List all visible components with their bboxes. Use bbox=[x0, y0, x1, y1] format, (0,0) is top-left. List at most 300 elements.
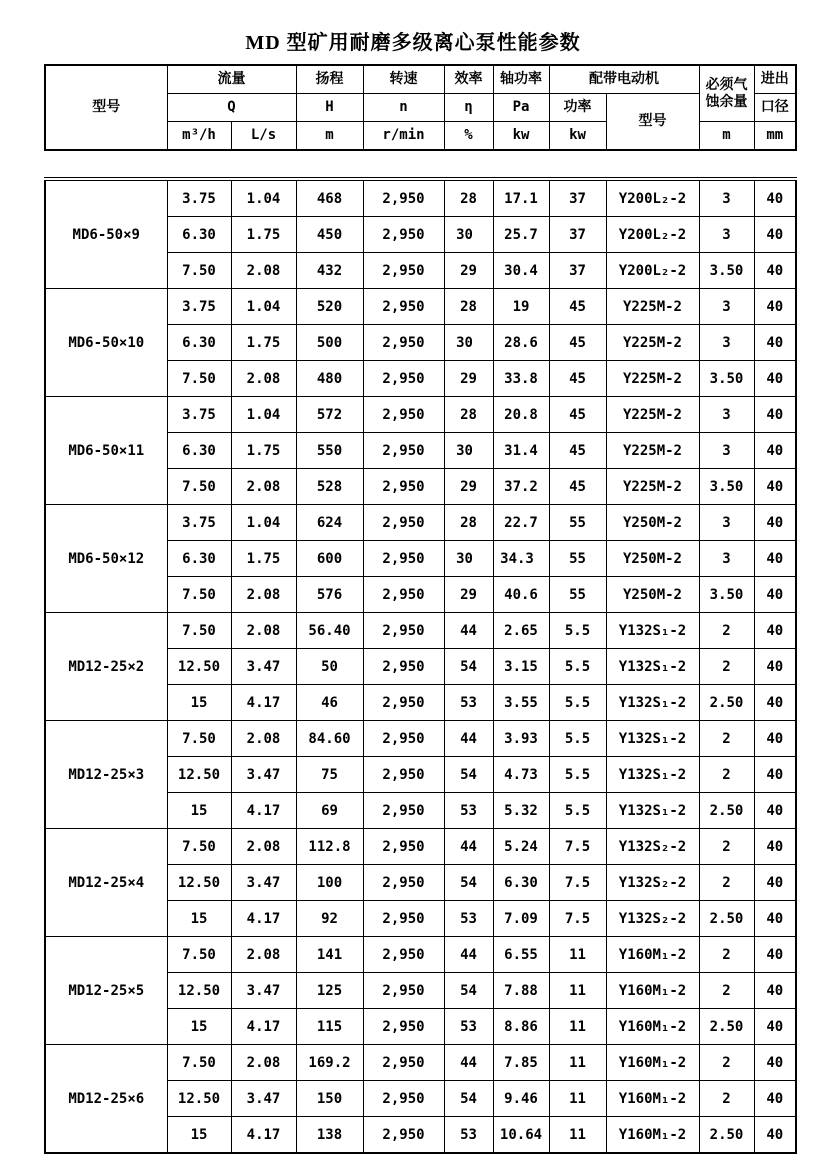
table-cell: 500 bbox=[296, 325, 363, 361]
table-cell: Y160M₁-2 bbox=[606, 1117, 699, 1154]
table-cell: 480 bbox=[296, 361, 363, 397]
table-cell: 169.2 bbox=[296, 1045, 363, 1081]
table-cell: 2,950 bbox=[363, 1009, 444, 1045]
table-cell: 3 bbox=[699, 325, 754, 361]
table-cell: 2,950 bbox=[363, 685, 444, 721]
table-cell: 29 bbox=[444, 577, 493, 613]
table-cell: 2 bbox=[699, 721, 754, 757]
table-cell: 11 bbox=[549, 973, 606, 1009]
header-model: 型号 bbox=[45, 65, 167, 150]
table-cell: 2,950 bbox=[363, 577, 444, 613]
header-npsh-line1: 必须气 bbox=[705, 77, 748, 94]
table-cell: 2,950 bbox=[363, 397, 444, 433]
table-cell: 33.8 bbox=[493, 361, 549, 397]
table-cell: 2,950 bbox=[363, 541, 444, 577]
table-cell: 528 bbox=[296, 469, 363, 505]
table-cell: 7.50 bbox=[167, 253, 231, 289]
table-cell: 6.30 bbox=[167, 541, 231, 577]
table-cell: 2 bbox=[699, 649, 754, 685]
header-speed: 转速 bbox=[363, 65, 444, 94]
table-cell: 10.64 bbox=[493, 1117, 549, 1154]
table-cell: Y132S₁-2 bbox=[606, 649, 699, 685]
table-cell: 55 bbox=[549, 541, 606, 577]
table-cell: 2,950 bbox=[363, 649, 444, 685]
table-cell: 3.50 bbox=[699, 253, 754, 289]
page-title: MD 型矿用耐磨多级离心泵性能参数 bbox=[245, 32, 581, 54]
table-cell: 45 bbox=[549, 325, 606, 361]
table-row bbox=[45, 721, 796, 757]
table-cell: 3.50 bbox=[699, 577, 754, 613]
table-cell: 40 bbox=[754, 433, 796, 469]
table-cell: 40 bbox=[754, 1009, 796, 1045]
table-cell: 28.6 bbox=[493, 325, 549, 361]
table-cell: 5.5 bbox=[549, 721, 606, 757]
table-cell: 4.17 bbox=[231, 901, 296, 937]
table-cell: Y160M₁-2 bbox=[606, 937, 699, 973]
header-unit-ls: L/s bbox=[231, 122, 296, 151]
table-cell: 3.75 bbox=[167, 505, 231, 541]
table-cell: 1.75 bbox=[231, 325, 296, 361]
table-cell: 40 bbox=[754, 577, 796, 613]
table-cell: 3.55 bbox=[493, 685, 549, 721]
header-npsh-line2: 蚀余量 bbox=[705, 93, 748, 110]
pump-model-cell: MD12-25×5 bbox=[45, 937, 167, 1045]
table-cell: 2,950 bbox=[363, 901, 444, 937]
table-cell: 450 bbox=[296, 217, 363, 253]
data-table bbox=[44, 177, 797, 1154]
header-unit-mm: mm bbox=[754, 122, 796, 151]
table-cell: 40 bbox=[754, 937, 796, 973]
table-cell: 2,950 bbox=[363, 289, 444, 325]
table-cell: 2,950 bbox=[363, 433, 444, 469]
table-cell: 45 bbox=[549, 469, 606, 505]
table-cell: Y160M₁-2 bbox=[606, 973, 699, 1009]
table-cell: 7.09 bbox=[493, 901, 549, 937]
table-cell: 7.50 bbox=[167, 937, 231, 973]
table-cell: 115 bbox=[296, 1009, 363, 1045]
pump-model-cell: MD6-50×11 bbox=[45, 397, 167, 505]
table-cell: 11 bbox=[549, 1009, 606, 1045]
table-cell: 40 bbox=[754, 541, 796, 577]
table-cell: 7.5 bbox=[549, 901, 606, 937]
table-cell: 53 bbox=[444, 685, 493, 721]
table-cell: 2,950 bbox=[363, 325, 444, 361]
table-cell: 520 bbox=[296, 289, 363, 325]
table-cell: 138 bbox=[296, 1117, 363, 1154]
header-head: 扬程 bbox=[296, 65, 363, 94]
table-cell: 125 bbox=[296, 973, 363, 1009]
table-cell: 40 bbox=[754, 973, 796, 1009]
header-npsh bbox=[699, 65, 754, 122]
table-cell: 1.04 bbox=[231, 179, 296, 217]
table-cell: 3.93 bbox=[493, 721, 549, 757]
header-motor: 配带电动机 bbox=[549, 65, 699, 94]
header-port-line2: 口径 bbox=[754, 94, 796, 122]
table-cell: 40.6 bbox=[493, 577, 549, 613]
table-cell: 45 bbox=[549, 289, 606, 325]
table-cell: 3.75 bbox=[167, 397, 231, 433]
table-cell: 40 bbox=[754, 757, 796, 793]
table-cell: 2,950 bbox=[363, 613, 444, 649]
table-cell: 15 bbox=[167, 1009, 231, 1045]
table-cell: 11 bbox=[549, 1117, 606, 1154]
table-cell: 5.5 bbox=[549, 685, 606, 721]
table-cell: Y160M₁-2 bbox=[606, 1009, 699, 1045]
table-cell: 7.50 bbox=[167, 1045, 231, 1081]
table-cell: 45 bbox=[549, 361, 606, 397]
table-cell: 3.47 bbox=[231, 757, 296, 793]
table-cell: 5.32 bbox=[493, 793, 549, 829]
table-cell: 3 bbox=[699, 433, 754, 469]
header-shaft-power-symbol: Pa bbox=[493, 94, 549, 122]
table-cell: 2.08 bbox=[231, 577, 296, 613]
table-cell: 54 bbox=[444, 865, 493, 901]
pump-model-cell: MD12-25×3 bbox=[45, 721, 167, 829]
table-cell: 2,950 bbox=[363, 505, 444, 541]
table-cell: 53 bbox=[444, 793, 493, 829]
table-cell: 2 bbox=[699, 865, 754, 901]
table-cell: 600 bbox=[296, 541, 363, 577]
table-cell: 40 bbox=[754, 1045, 796, 1081]
table-cell: 3.47 bbox=[231, 1081, 296, 1117]
table-cell: Y200L₂-2 bbox=[606, 217, 699, 253]
table-cell: 3 bbox=[699, 505, 754, 541]
table-cell: 40 bbox=[754, 179, 796, 217]
table-cell: 1.04 bbox=[231, 505, 296, 541]
table-cell: 30 bbox=[444, 217, 493, 253]
table-cell: 2,950 bbox=[363, 469, 444, 505]
header-shaft-power: 轴功率 bbox=[493, 65, 549, 94]
table-cell: 2,950 bbox=[363, 217, 444, 253]
table-cell: 40 bbox=[754, 361, 796, 397]
table-cell: 15 bbox=[167, 685, 231, 721]
table-cell: 3.47 bbox=[231, 865, 296, 901]
table-cell: 3.50 bbox=[699, 361, 754, 397]
table-cell: 100 bbox=[296, 865, 363, 901]
table-cell: 37 bbox=[549, 217, 606, 253]
header-unit-kw-shaft: kw bbox=[493, 122, 549, 151]
table-cell: 6.30 bbox=[167, 433, 231, 469]
table-cell: Y132S₁-2 bbox=[606, 757, 699, 793]
table-cell: 45 bbox=[549, 433, 606, 469]
table-cell: 7.5 bbox=[549, 829, 606, 865]
table-cell: 2,950 bbox=[363, 829, 444, 865]
table-cell: 3.50 bbox=[699, 469, 754, 505]
table-cell: 12.50 bbox=[167, 757, 231, 793]
pump-model-cell: MD6-50×10 bbox=[45, 289, 167, 397]
table-cell: 4.17 bbox=[231, 685, 296, 721]
table-cell: 46 bbox=[296, 685, 363, 721]
table-cell: Y225M-2 bbox=[606, 397, 699, 433]
table-cell: 40 bbox=[754, 289, 796, 325]
table-cell: 40 bbox=[754, 721, 796, 757]
table-cell: 28 bbox=[444, 397, 493, 433]
table-cell: 30.4 bbox=[493, 253, 549, 289]
table-cell: 624 bbox=[296, 505, 363, 541]
header-unit-kw-motor: kw bbox=[549, 122, 606, 151]
table-cell: 3 bbox=[699, 541, 754, 577]
table-cell: 92 bbox=[296, 901, 363, 937]
header-row-1 bbox=[45, 65, 796, 94]
table-cell: 30 bbox=[444, 433, 493, 469]
table-cell: 30 bbox=[444, 541, 493, 577]
table-cell: 2,950 bbox=[363, 1045, 444, 1081]
table-cell: Y225M-2 bbox=[606, 361, 699, 397]
table-cell: 37.2 bbox=[493, 469, 549, 505]
pump-model-cell: MD12-25×2 bbox=[45, 613, 167, 721]
table-cell: 40 bbox=[754, 865, 796, 901]
table-cell: 84.60 bbox=[296, 721, 363, 757]
header-flow: 流量 bbox=[167, 65, 296, 94]
table-cell: 15 bbox=[167, 1117, 231, 1154]
table-cell: 40 bbox=[754, 325, 796, 361]
table-cell: 4.17 bbox=[231, 793, 296, 829]
table-cell: 9.46 bbox=[493, 1081, 549, 1117]
table-cell: 7.50 bbox=[167, 721, 231, 757]
table-cell: 44 bbox=[444, 1045, 493, 1081]
table-cell: 25.7 bbox=[493, 217, 549, 253]
table-cell: 141 bbox=[296, 937, 363, 973]
table-cell: 150 bbox=[296, 1081, 363, 1117]
table-cell: 28 bbox=[444, 179, 493, 217]
table-row bbox=[45, 937, 796, 973]
table-cell: Y132S₂-2 bbox=[606, 829, 699, 865]
table-cell: 2,950 bbox=[363, 179, 444, 217]
table-cell: 2.50 bbox=[699, 1009, 754, 1045]
table-cell: 53 bbox=[444, 1009, 493, 1045]
table-cell: 69 bbox=[296, 793, 363, 829]
table-cell: 2 bbox=[699, 973, 754, 1009]
table-cell: 56.40 bbox=[296, 613, 363, 649]
table-cell: 15 bbox=[167, 793, 231, 829]
header-unit-percent: % bbox=[444, 122, 493, 151]
table-row bbox=[45, 179, 796, 217]
table-cell: 22.7 bbox=[493, 505, 549, 541]
table-cell: Y225M-2 bbox=[606, 469, 699, 505]
table-row bbox=[45, 505, 796, 541]
table-cell: 2.08 bbox=[231, 1045, 296, 1081]
table-cell: 2,950 bbox=[363, 253, 444, 289]
table-cell: 40 bbox=[754, 685, 796, 721]
table-cell: 7.50 bbox=[167, 361, 231, 397]
table-cell: Y200L₂-2 bbox=[606, 179, 699, 217]
table-cell: 2 bbox=[699, 1081, 754, 1117]
table-cell: 3 bbox=[699, 289, 754, 325]
table-cell: 2 bbox=[699, 937, 754, 973]
table-cell: 50 bbox=[296, 649, 363, 685]
table-cell: 30 bbox=[444, 325, 493, 361]
table-cell: 5.5 bbox=[549, 793, 606, 829]
table-cell: 468 bbox=[296, 179, 363, 217]
table-row bbox=[45, 1045, 796, 1081]
table-cell: 7.50 bbox=[167, 577, 231, 613]
table-cell: 44 bbox=[444, 721, 493, 757]
table-cell: 2.08 bbox=[231, 829, 296, 865]
table-cell: Y250M-2 bbox=[606, 577, 699, 613]
table-cell: 2,950 bbox=[363, 865, 444, 901]
table-cell: 44 bbox=[444, 613, 493, 649]
header-port-line1: 进出 bbox=[754, 65, 796, 94]
table-cell: 29 bbox=[444, 361, 493, 397]
table-cell: 4.17 bbox=[231, 1117, 296, 1154]
table-cell: Y132S₁-2 bbox=[606, 793, 699, 829]
table-cell: Y250M-2 bbox=[606, 541, 699, 577]
table-cell: 1.75 bbox=[231, 217, 296, 253]
table-cell: 2,950 bbox=[363, 757, 444, 793]
table-cell: 3.47 bbox=[231, 973, 296, 1009]
table-cell: 6.30 bbox=[167, 325, 231, 361]
table-cell: Y160M₁-2 bbox=[606, 1045, 699, 1081]
table-cell: 40 bbox=[754, 1081, 796, 1117]
table-cell: 37 bbox=[549, 253, 606, 289]
table-cell: 3.75 bbox=[167, 179, 231, 217]
table-cell: 2.50 bbox=[699, 1117, 754, 1154]
table-cell: 54 bbox=[444, 1081, 493, 1117]
table-cell: 6.30 bbox=[493, 865, 549, 901]
table-cell: 7.5 bbox=[549, 865, 606, 901]
table-cell: 28 bbox=[444, 505, 493, 541]
header-motor-model: 型号 bbox=[606, 94, 699, 151]
table-cell: 11 bbox=[549, 1081, 606, 1117]
table-cell: 40 bbox=[754, 217, 796, 253]
table-cell: 7.88 bbox=[493, 973, 549, 1009]
header-flow-symbol: Q bbox=[167, 94, 296, 122]
table-cell: 1.04 bbox=[231, 289, 296, 325]
table-cell: 5.5 bbox=[549, 757, 606, 793]
table-cell: 12.50 bbox=[167, 1081, 231, 1117]
table-cell: 2,950 bbox=[363, 793, 444, 829]
table-cell: 12.50 bbox=[167, 865, 231, 901]
table-cell: 3 bbox=[699, 179, 754, 217]
table-cell: 1.04 bbox=[231, 397, 296, 433]
table-cell: 1.75 bbox=[231, 541, 296, 577]
table-cell: 2.08 bbox=[231, 253, 296, 289]
table-cell: Y160M₁-2 bbox=[606, 1081, 699, 1117]
header-unit-npsh-m: m bbox=[699, 122, 754, 151]
table-cell: 40 bbox=[754, 901, 796, 937]
table-cell: Y250M-2 bbox=[606, 505, 699, 541]
header-head-symbol: H bbox=[296, 94, 363, 122]
table-cell: 7.50 bbox=[167, 829, 231, 865]
table-cell: 3.47 bbox=[231, 649, 296, 685]
table-cell: 54 bbox=[444, 757, 493, 793]
table-cell: 11 bbox=[549, 1045, 606, 1081]
table-cell: 7.85 bbox=[493, 1045, 549, 1081]
table-cell: 5.24 bbox=[493, 829, 549, 865]
table-cell: 53 bbox=[444, 1117, 493, 1154]
table-cell: 44 bbox=[444, 937, 493, 973]
table-cell: 6.55 bbox=[493, 937, 549, 973]
table-cell: 15 bbox=[167, 901, 231, 937]
table-cell: Y225M-2 bbox=[606, 325, 699, 361]
table-cell: 2 bbox=[699, 829, 754, 865]
table-cell: 2.08 bbox=[231, 361, 296, 397]
table-cell: 37 bbox=[549, 179, 606, 217]
header-efficiency-symbol: η bbox=[444, 94, 493, 122]
table-cell: 6.30 bbox=[167, 217, 231, 253]
table-cell: 40 bbox=[754, 469, 796, 505]
table-row bbox=[45, 829, 796, 865]
table-cell: 5.5 bbox=[549, 649, 606, 685]
header-unit-m: m bbox=[296, 122, 363, 151]
pump-model-cell: MD6-50×9 bbox=[45, 179, 167, 289]
table-cell: 45 bbox=[549, 397, 606, 433]
table-cell: 12.50 bbox=[167, 973, 231, 1009]
table-cell: Y132S₁-2 bbox=[606, 685, 699, 721]
table-cell: 40 bbox=[754, 397, 796, 433]
table-cell: 34.3 bbox=[493, 541, 549, 577]
table-cell: Y225M-2 bbox=[606, 289, 699, 325]
table-cell: 572 bbox=[296, 397, 363, 433]
header-motor-power: 功率 bbox=[549, 94, 606, 122]
table-cell: 2.50 bbox=[699, 901, 754, 937]
table-cell: 2.08 bbox=[231, 937, 296, 973]
table-row bbox=[45, 613, 796, 649]
table-cell: 29 bbox=[444, 253, 493, 289]
table-row bbox=[45, 397, 796, 433]
header-efficiency: 效率 bbox=[444, 65, 493, 94]
table-cell: 40 bbox=[754, 649, 796, 685]
table-cell: 2,950 bbox=[363, 1081, 444, 1117]
table-cell: 2,950 bbox=[363, 721, 444, 757]
table-cell: 1.75 bbox=[231, 433, 296, 469]
table-cell: 550 bbox=[296, 433, 363, 469]
table-cell: Y132S₁-2 bbox=[606, 613, 699, 649]
pump-model-cell: MD6-50×12 bbox=[45, 505, 167, 613]
table-cell: Y225M-2 bbox=[606, 433, 699, 469]
table-cell: 432 bbox=[296, 253, 363, 289]
table-cell: 4.17 bbox=[231, 1009, 296, 1045]
table-cell: 2.50 bbox=[699, 685, 754, 721]
table-cell: 2 bbox=[699, 613, 754, 649]
table-cell: 7.50 bbox=[167, 469, 231, 505]
table-cell: 2.08 bbox=[231, 613, 296, 649]
table-cell: 40 bbox=[754, 793, 796, 829]
table-cell: 2,950 bbox=[363, 361, 444, 397]
table-cell: Y132S₁-2 bbox=[606, 721, 699, 757]
table-cell: Y200L₂-2 bbox=[606, 253, 699, 289]
table-cell: 54 bbox=[444, 649, 493, 685]
table-cell: 7.50 bbox=[167, 613, 231, 649]
table-cell: 55 bbox=[549, 577, 606, 613]
table-cell: 40 bbox=[754, 253, 796, 289]
table-row bbox=[45, 289, 796, 325]
table-cell: Y132S₂-2 bbox=[606, 901, 699, 937]
table-cell: 40 bbox=[754, 613, 796, 649]
table-cell: 3.75 bbox=[167, 289, 231, 325]
table-cell: 4.73 bbox=[493, 757, 549, 793]
table-cell: 53 bbox=[444, 901, 493, 937]
table-cell: 112.8 bbox=[296, 829, 363, 865]
table-cell: 17.1 bbox=[493, 179, 549, 217]
pump-model-cell: MD12-25×6 bbox=[45, 1045, 167, 1154]
table-cell: 2,950 bbox=[363, 973, 444, 1009]
header-speed-symbol: n bbox=[363, 94, 444, 122]
table-cell: 2.50 bbox=[699, 793, 754, 829]
table-cell: 2.65 bbox=[493, 613, 549, 649]
header-unit-rmin: r/min bbox=[363, 122, 444, 151]
table-cell: 19 bbox=[493, 289, 549, 325]
header-unit-m3h: m³/h bbox=[167, 122, 231, 151]
table-cell: 29 bbox=[444, 469, 493, 505]
table-cell: 3 bbox=[699, 217, 754, 253]
table-cell: 2,950 bbox=[363, 937, 444, 973]
table-cell: 2,950 bbox=[363, 1117, 444, 1154]
table-cell: 8.86 bbox=[493, 1009, 549, 1045]
table-cell: 3.15 bbox=[493, 649, 549, 685]
table-cell: 40 bbox=[754, 1117, 796, 1154]
table-cell: Y132S₂-2 bbox=[606, 865, 699, 901]
